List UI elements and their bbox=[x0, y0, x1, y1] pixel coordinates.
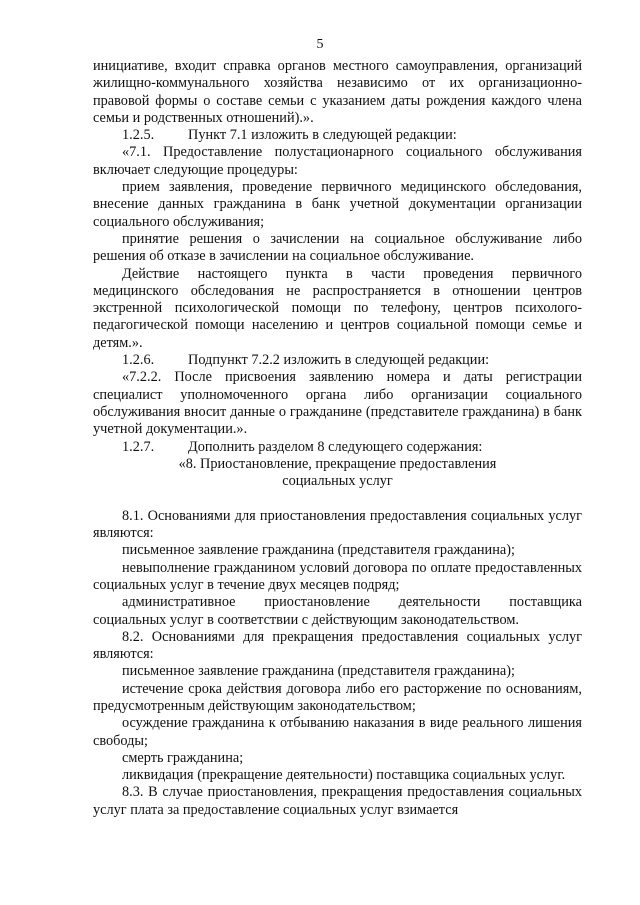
document-body bbox=[93, 58, 582, 819]
paragraph: ликвидация (прекращение деятельности) поставщика социальных услуг. bbox=[122, 767, 566, 784]
paragraph: письменное заявление гражданина (представителя гражданина); bbox=[122, 663, 515, 680]
clause-number: 1.2.6. bbox=[122, 352, 155, 369]
clause-text: Дополнить разделом 8 следующего содержания: bbox=[188, 438, 483, 455]
clause-number: 1.2.5. bbox=[122, 127, 155, 144]
clause-text: Подпункт 7.2.2 изложить в следующей редакции: bbox=[188, 352, 490, 369]
clause-number: 1.2.7. bbox=[122, 438, 155, 455]
paragraph: административное приостановление деятельности поставщика социальных услуг в соответствии с действующим законодательством. bbox=[93, 594, 582, 628]
blank-line bbox=[93, 490, 582, 507]
paragraph: 8.1. Основаниями для приостановления предоставления социальных услуг являются: bbox=[93, 507, 582, 542]
clause-text: Пункт 7.1 изложить в следующей редакции: bbox=[188, 127, 457, 144]
numbered-clause bbox=[93, 352, 582, 369]
paragraph: Действие настоящего пункта в части проведения первичного медицинского обследования не распространяется в отношении центров экстренной психологической помощи по телефону, центров психолого-педагогической помощи населению и центров социальной помощи семье и детям.». bbox=[93, 265, 582, 351]
numbered-clause bbox=[93, 127, 582, 144]
paragraph: прием заявления, проведение первичного медицинского обследования, внесение данных гражданина в банк учетной документации организации социального обслуживания; bbox=[93, 179, 582, 230]
paragraph: «7.1. Предоставление полустационарного социального обслуживания включает следующие процедуры: bbox=[93, 144, 582, 178]
page-number: 5 bbox=[316, 37, 324, 52]
paragraph: «7.2.2. После присвоения заявлению номера и даты регистрации специалист уполномоченного органа либо организации социального обслуживания вносит данные о гражданине (представителе гражданина) в банк учетной документации.». bbox=[93, 369, 582, 438]
paragraph: письменное заявление гражданина (представителя гражданина); bbox=[122, 542, 515, 559]
paragraph: принятие решения о зачислении на социальное обслуживание либо решения об отказе в зачислении на социальное обслуживание. bbox=[93, 230, 582, 265]
paragraph: 8.2. Основаниями для прекращения предоставления социальных услуг являются: bbox=[93, 628, 582, 663]
section-heading-line: «8. Приостановление, прекращение предоставления bbox=[178, 455, 497, 472]
paragraph: смерть гражданина; bbox=[122, 749, 244, 766]
paragraph: осуждение гражданина к отбыванию наказания в виде реального лишения свободы; bbox=[93, 715, 582, 749]
section-heading bbox=[93, 456, 582, 491]
paragraph: истечение срока действия договора либо его расторжение по основаниям, предусмотренным действующим законодательством; bbox=[93, 680, 582, 714]
paragraph: 8.3. В случае приостановления, прекращения предоставления социальных услуг плата за предоставление социальных услуг взимается bbox=[93, 784, 582, 818]
numbered-clause bbox=[93, 439, 582, 456]
paragraph: невыполнение гражданином условий договора по оплате предоставленных социальных услуг в течение двух месяцев подряд; bbox=[93, 559, 582, 593]
section-heading-line: социальных услуг bbox=[282, 473, 393, 490]
continued-paragraph: инициативе, входит справка органов местного самоуправления, организаций жилищно-коммунального хозяйства независимо от их организационно-правовой формы о составе семьи с указанием даты рождения каждого члена семьи и родственных отношений).». bbox=[93, 58, 582, 126]
